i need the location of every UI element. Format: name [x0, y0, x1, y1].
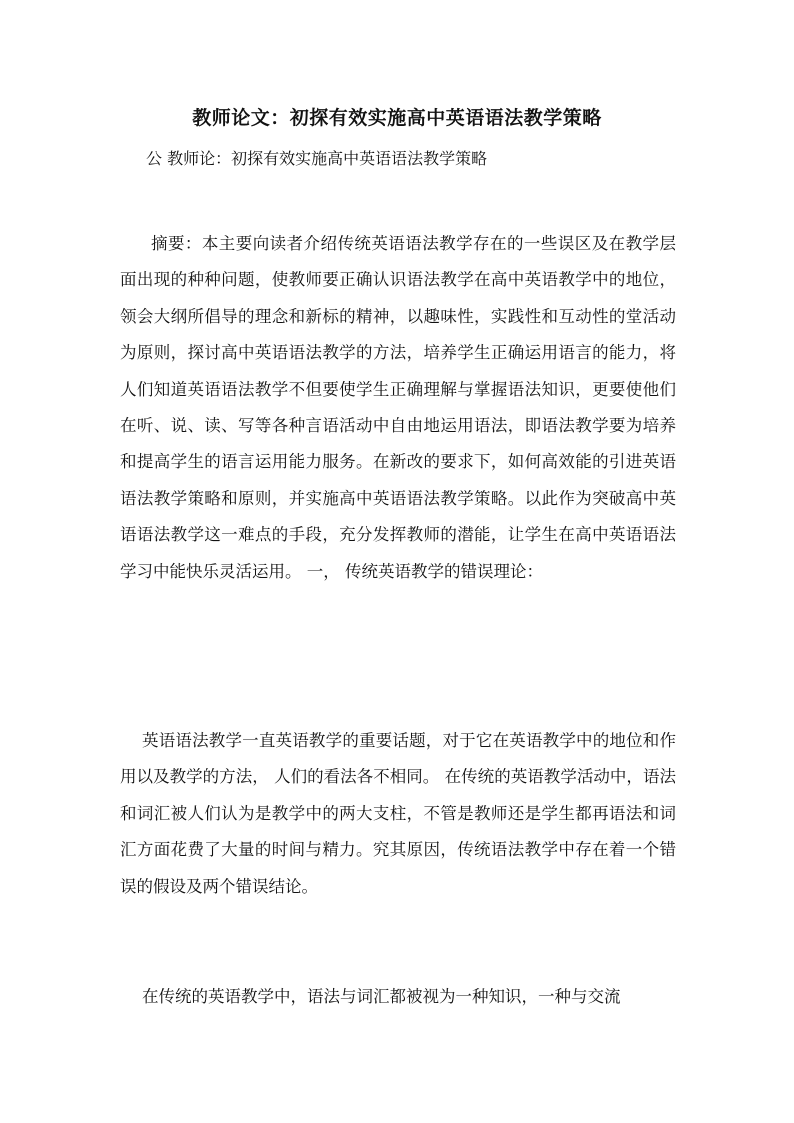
body-paragraph: 英语语法教学一直英语教学的重要话题，对于它在英语教学中的地位和作用以及教学的方法， 人们的看法各不相同。 在传统的英语教学活动中，语法和词汇被人们认为是教学中的两大支柱，不管是教师还是学生都再语法和词汇方面花费了大量的时间与精力。究其原因，传统语法教学中存在着一个错误的假设及两个错误结论。 — [120, 731, 676, 896]
document-title: 教师论文：初探有效实施高中英语语法教学策略 — [192, 107, 602, 129]
body-paragraph: 在传统的英语教学中，语法与词汇都被视为一种知识，一种与交流 — [142, 987, 621, 1006]
document-subtitle: 公 教师论：初探有效实施高中英语语法教学策略 — [146, 149, 488, 168]
abstract-paragraph: 摘要：本主要向读者介绍传统英语语法教学存在的一些误区及在教学层面出现的种种问题，使教师要正确认识语法教学在高中英语教学中的地位，领会大纲所倡导的理念和新标的精神，以趣味性，实践性和互动性的堂活动为原则，探讨高中英语语法教学的方法，培养学生正确运用语言的能力，将人们知道英语语法教学不但要使学生正确理解与掌握语法知识，更要使他们在听、说、读、写等各种言语活动中自由地运用语法，即语法教学要为培养和提高学生的语言运用能力服务。在新改的要求下，如何高效能的引进英语语法教学策略和原则，并实施高中英语语法教学策略。以此作为突破高中英语语法教学这一难点的手段，充分发挥教师的潜能，让学生在高中英语语法学习中能快乐灵活运用。 一， 传统英语教学的错误理论： — [120, 234, 676, 581]
